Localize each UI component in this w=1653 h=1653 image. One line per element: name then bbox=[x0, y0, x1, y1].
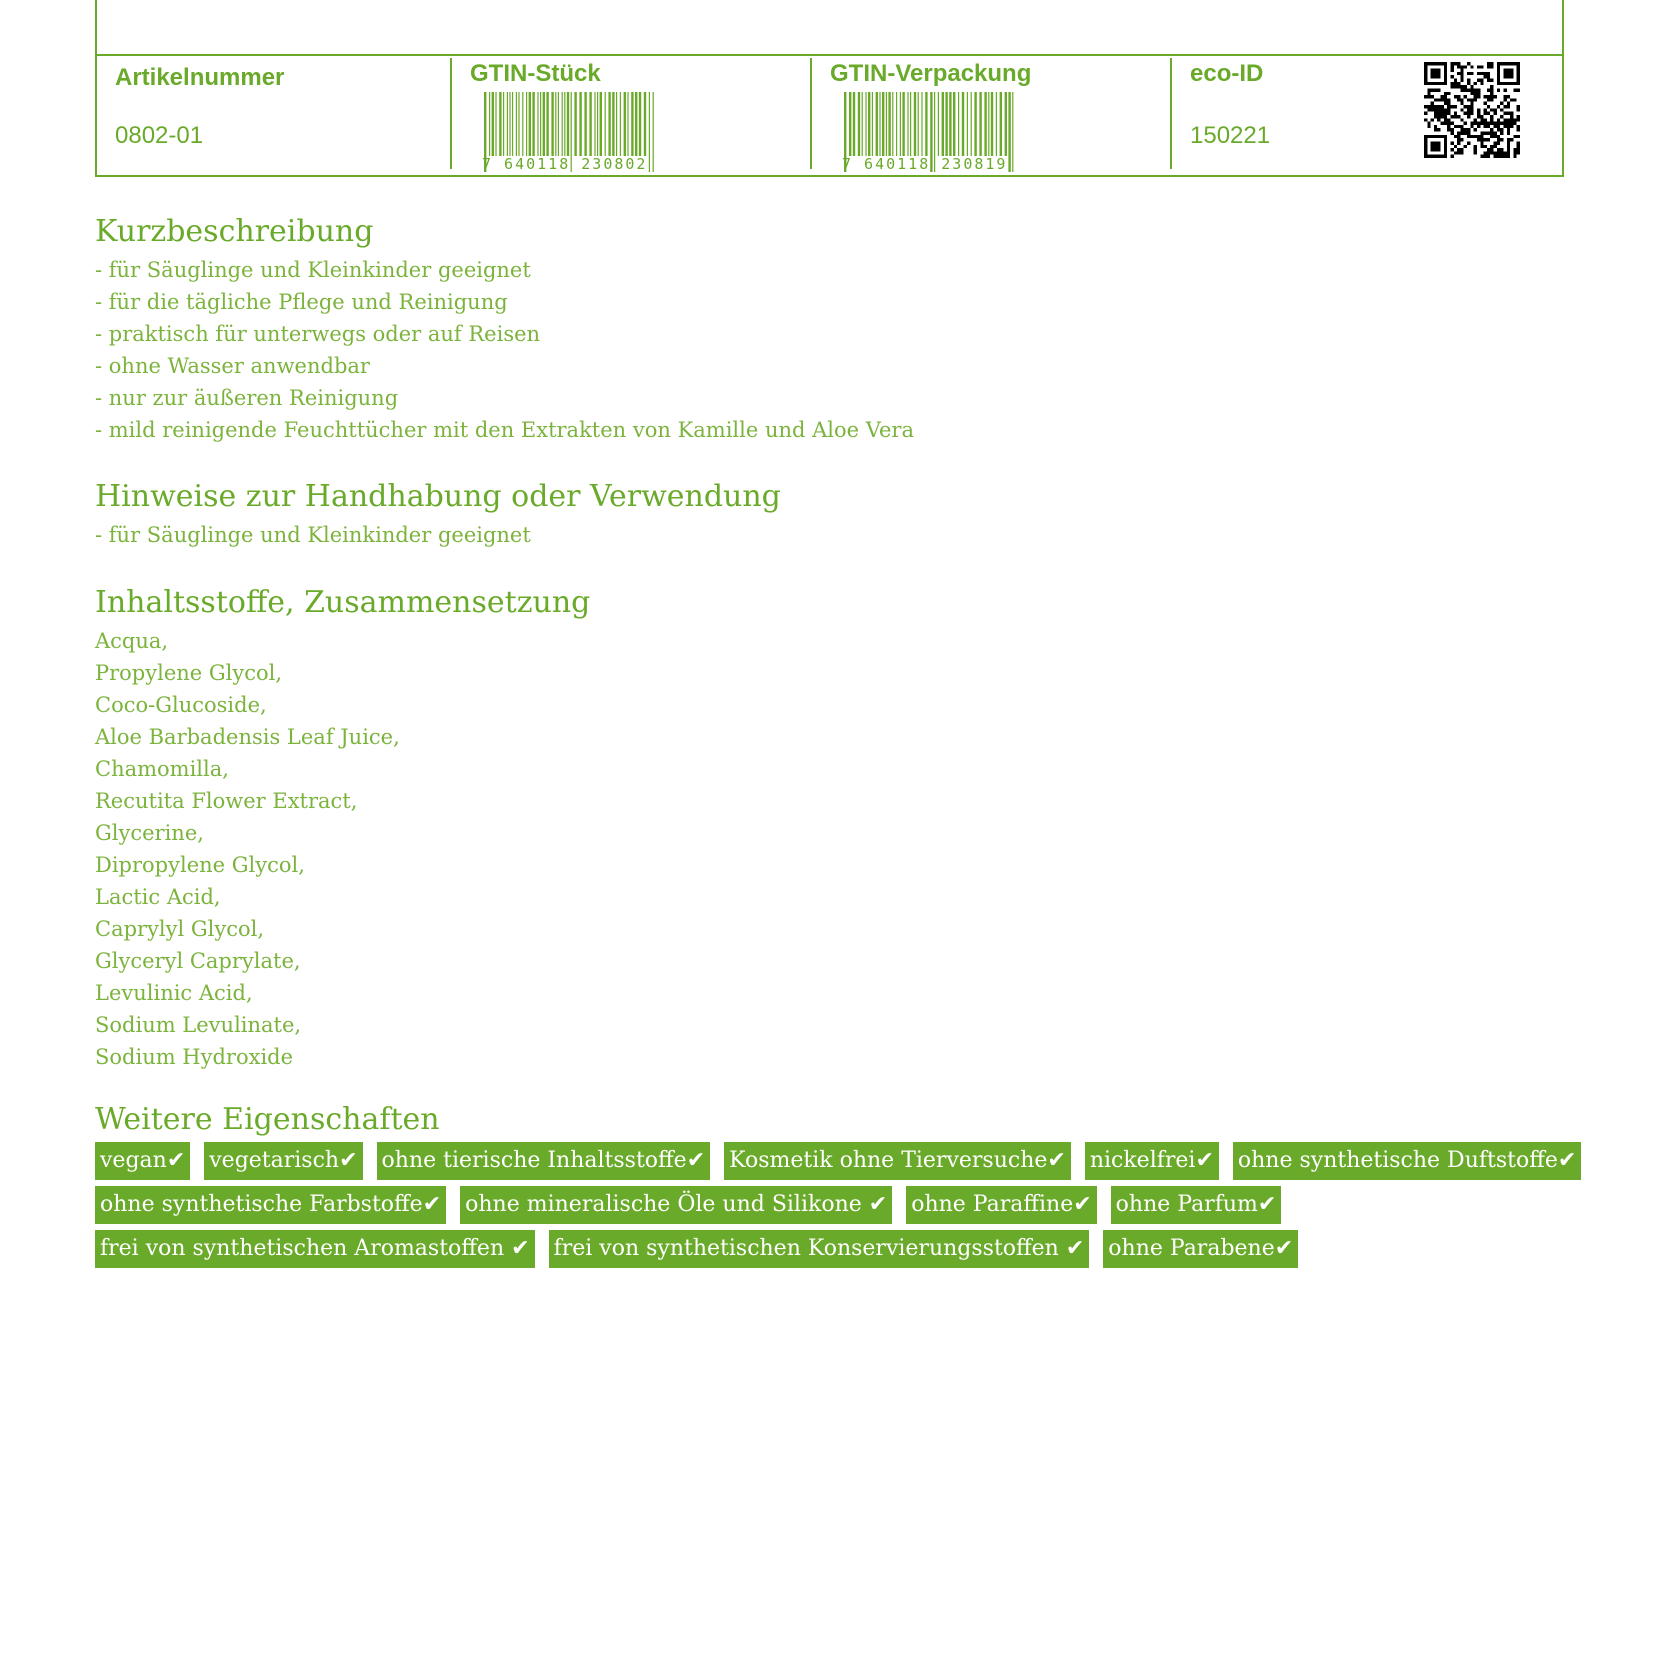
property-tag: frei von synthetischen Konservierungsstoffen ✔ bbox=[549, 1230, 1090, 1268]
artikelnummer-value: 0802-01 bbox=[115, 122, 204, 149]
list-item: Recutita Flower Extract, bbox=[95, 789, 358, 813]
inhaltsstoffe-list bbox=[95, 625, 400, 1073]
tag-row bbox=[95, 1142, 1575, 1180]
product-id-table bbox=[95, 0, 1564, 177]
property-tag: ohne mineralische Öle und Silikone ✔ bbox=[460, 1186, 892, 1224]
list-item: - praktisch für unterwegs oder auf Reisen bbox=[95, 322, 541, 346]
eco-id-label: eco-ID bbox=[1190, 60, 1264, 87]
list-item: - nur zur äußeren Reinigung bbox=[95, 386, 399, 410]
list-item: - für Säuglinge und Kleinkinder geeignet bbox=[95, 258, 531, 282]
eigenschaften-title: Weitere Eigenschaften bbox=[95, 1102, 440, 1137]
inhaltsstoffe-title: Inhaltsstoffe, Zusammensetzung bbox=[95, 585, 591, 620]
hinweise-list bbox=[95, 519, 531, 551]
list-item: Glycerine, bbox=[95, 821, 204, 845]
property-tag: ohne synthetische Farbstoffe✔ bbox=[95, 1186, 446, 1224]
gtin-verpackung-cell bbox=[810, 58, 1172, 173]
gtin-stueck-label: GTIN-Stück bbox=[470, 60, 601, 87]
list-item: Glyceryl Caprylate, bbox=[95, 949, 301, 973]
property-tag: vegan✔ bbox=[95, 1142, 190, 1180]
tag-row bbox=[95, 1186, 1575, 1224]
list-item: - ohne Wasser anwendbar bbox=[95, 354, 370, 378]
list-item: Coco-Glucoside, bbox=[95, 693, 267, 717]
gtin-stueck-digits: 7 640118 230802 bbox=[482, 155, 648, 173]
list-item: - für Säuglinge und Kleinkinder geeignet bbox=[95, 523, 531, 547]
gtin-verpackung-label: GTIN-Verpackung bbox=[830, 60, 1032, 87]
list-item: Levulinic Acid, bbox=[95, 981, 253, 1005]
property-tag: vegetarisch✔ bbox=[204, 1142, 362, 1180]
qr-code-icon[interactable] bbox=[1424, 62, 1520, 158]
property-tag: frei von synthetischen Aromastoffen ✔ bbox=[95, 1230, 535, 1268]
gtin-stueck-cell bbox=[450, 58, 812, 173]
list-item: Propylene Glycol, bbox=[95, 661, 283, 685]
kurzbeschreibung-list bbox=[95, 254, 914, 446]
list-item: Sodium Levulinate, bbox=[95, 1013, 302, 1037]
property-tag: Kosmetik ohne Tierversuche✔ bbox=[724, 1142, 1071, 1180]
hinweise-title: Hinweise zur Handhabung oder Verwendung bbox=[95, 479, 781, 514]
header-top-area bbox=[97, 0, 1562, 56]
list-item: Lactic Acid, bbox=[95, 885, 221, 909]
tag-row bbox=[95, 1230, 1575, 1268]
list-item: Acqua, bbox=[95, 629, 169, 653]
list-item: Dipropylene Glycol, bbox=[95, 853, 305, 877]
list-item: Caprylyl Glycol, bbox=[95, 917, 265, 941]
list-item: Chamomilla, bbox=[95, 757, 229, 781]
list-item: - für die tägliche Pflege und Reinigung bbox=[95, 290, 508, 314]
property-tag: nickelfrei✔ bbox=[1085, 1142, 1219, 1180]
artikelnummer-cell bbox=[97, 56, 452, 175]
gtin-verpackung-digits: 7 640118 230819 bbox=[842, 155, 1008, 173]
list-item: Sodium Hydroxide bbox=[95, 1045, 294, 1069]
eco-id-value: 150221 bbox=[1190, 122, 1271, 149]
kurzbeschreibung-title: Kurzbeschreibung bbox=[95, 214, 374, 249]
property-tag: ohne Parfum✔ bbox=[1111, 1186, 1282, 1224]
artikelnummer-label: Artikelnummer bbox=[115, 64, 285, 91]
property-tag: ohne synthetische Duftstoffe✔ bbox=[1233, 1142, 1581, 1180]
list-item: - mild reinigende Feuchttücher mit den Extrakten von Kamille und Aloe Vera bbox=[95, 418, 914, 442]
eigenschaften-tags bbox=[95, 1142, 1575, 1274]
list-item: Aloe Barbadensis Leaf Juice, bbox=[95, 725, 400, 749]
property-tag: ohne tierische Inhaltsstoffe✔ bbox=[377, 1142, 711, 1180]
property-tag: ohne Paraffine✔ bbox=[906, 1186, 1096, 1224]
property-tag: ohne Parabene✔ bbox=[1103, 1230, 1298, 1268]
